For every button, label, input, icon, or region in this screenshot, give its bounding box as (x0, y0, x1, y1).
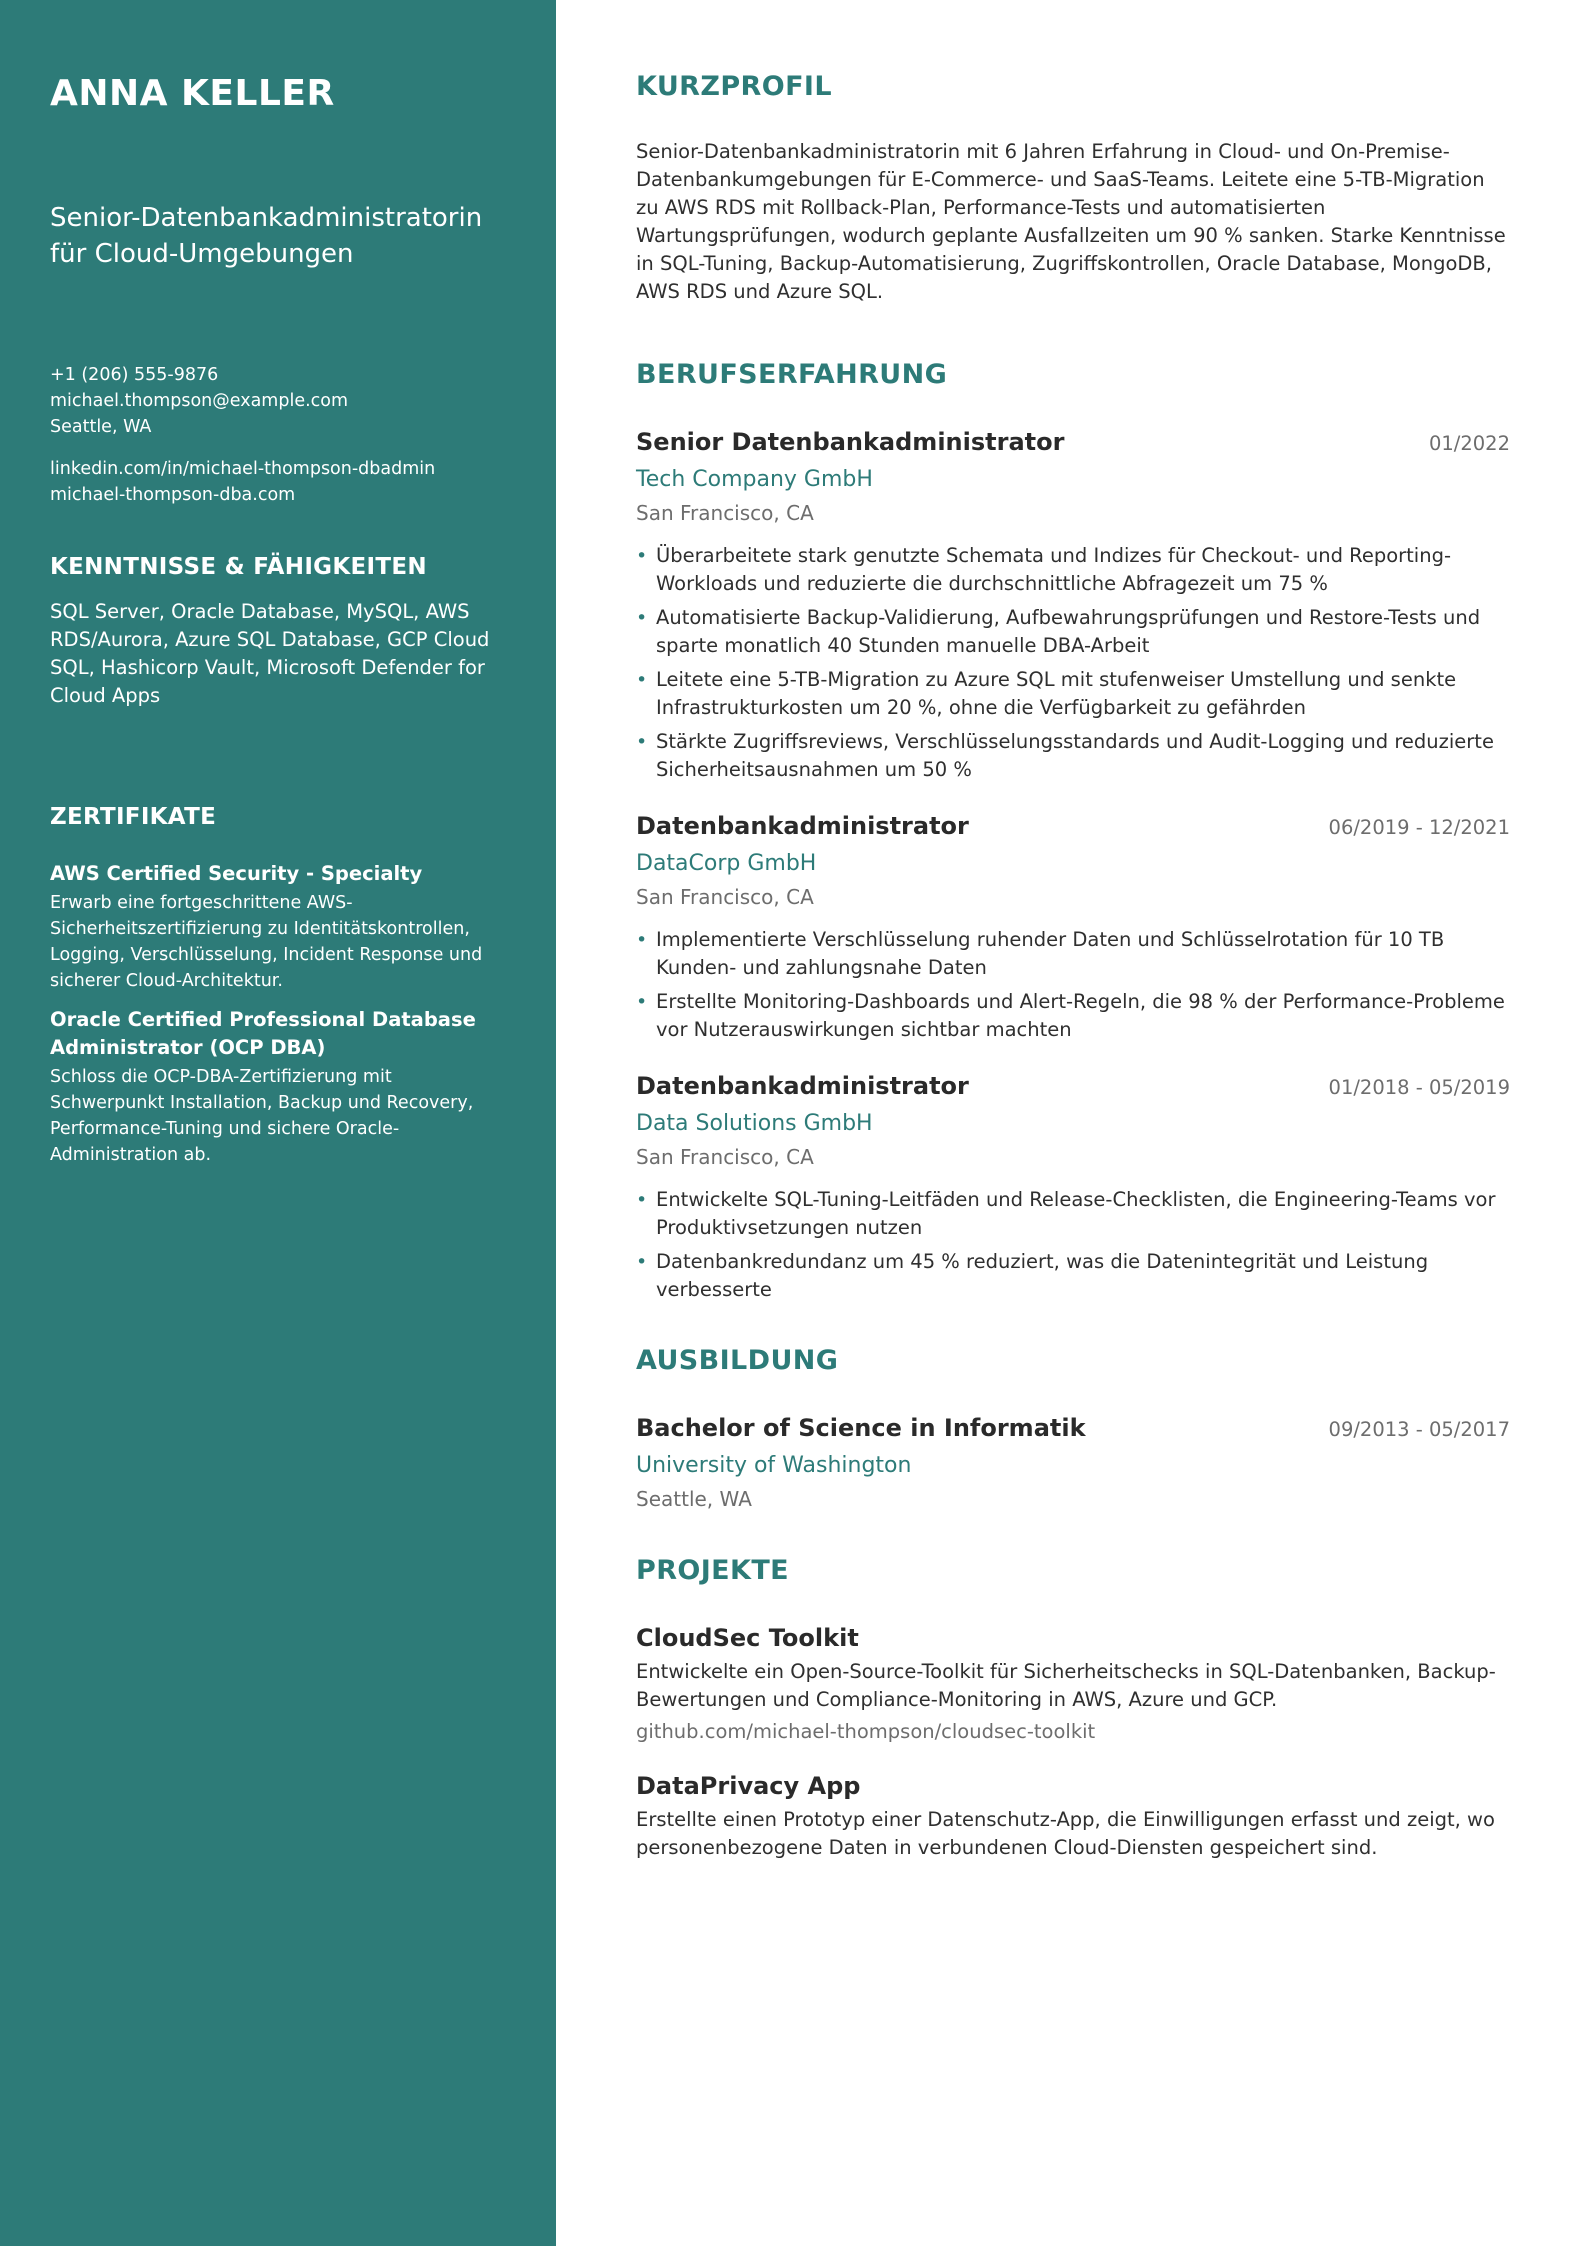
summary-heading: KURZPROFIL (636, 71, 832, 102)
job-date: 01/2018 - 05/2019 (1328, 1076, 1510, 1099)
contact-spacer (50, 440, 506, 456)
job-entry (636, 1070, 1510, 1304)
bullet-icon: • (636, 669, 648, 691)
job-bullets (636, 542, 1510, 784)
contact-phone: +1 (206) 555-9876 (50, 365, 219, 385)
bullet-icon: • (636, 1189, 648, 1211)
bullet-icon: • (636, 731, 648, 753)
project-item (636, 1622, 1510, 1746)
experience-section (636, 358, 1510, 1304)
bullet-icon: • (636, 607, 648, 629)
certificate-description: Schloss die OCP-DBA-Zertifizierung mit Schwerpunkt Installation, Backup und Recovery, Performance-Tuning und sichere Oracle-Administration ab. (50, 1067, 474, 1165)
job-header (636, 810, 1510, 844)
main-content (556, 0, 1588, 2246)
job-bullet (636, 1248, 1510, 1304)
job-title: Senior Datenbankadministrator (636, 428, 1065, 456)
project-description: Erstellte einen Prototyp einer Datenschutz-App, die Einwilligungen erfasst und zeigt, wo personenbezogene Daten in verbundenen Cloud-Diensten gespeichert sind. (636, 1808, 1495, 1859)
job-company: Data Solutions GmbH (636, 1111, 873, 1136)
education-entry (636, 1412, 1510, 1514)
job-bullet-text: Überarbeitete stark genutzte Schemata und Indizes für Checkout- und Reporting-Workloads und reduzierte die durchschnittliche Abfragezeit um 75 % (656, 544, 1451, 595)
job-header (636, 426, 1510, 460)
job-bullet-text: Implementierte Verschlüsselung ruhender Daten und Schlüsselrotation für 10 TB Kunden- und zahlungsnahe Daten (656, 928, 1445, 979)
project-title: CloudSec Toolkit (636, 1624, 859, 1652)
education-heading: AUSBILDUNG (636, 1345, 839, 1376)
contact-location: Seattle, WA (50, 417, 152, 437)
job-company: DataCorp GmbH (636, 851, 817, 876)
job-bullet (636, 542, 1510, 598)
job-bullet (636, 926, 1510, 982)
certificate-title: AWS Certified Security - Specialty (50, 862, 423, 885)
project-description: Entwickelte ein Open-Source-Toolkit für Sicherheitschecks in SQL-Datenbanken, Backup-Bewertungen und Compliance-Monitoring in AWS, Azure und GCP. (636, 1660, 1496, 1711)
job-entry (636, 810, 1510, 1044)
candidate-headline: Senior-Datenbankadministratorin für Cloud-Umgebungen (50, 203, 483, 269)
job-bullet-text: Entwickelte SQL-Tuning-Leitfäden und Release-Checklisten, die Engineering-Teams vor Produktivsetzungen nutzen (656, 1188, 1496, 1239)
school-location: Seattle, WA (636, 1487, 752, 1511)
certificate-title: Oracle Certified Professional Database Administrator (OCP DBA) (50, 1008, 476, 1059)
skills-heading: KENNTNISSE & FÄHIGKEITEN (50, 554, 427, 580)
degree-title: Bachelor of Science in Informatik (636, 1414, 1086, 1442)
project-title: DataPrivacy App (636, 1772, 861, 1800)
job-header (636, 1070, 1510, 1104)
job-title: Datenbankadministrator (636, 1072, 969, 1100)
job-bullet (636, 666, 1510, 722)
contact-website[interactable]: michael-thompson-dba.com (50, 485, 296, 505)
candidate-name: ANNA KELLER (50, 73, 335, 114)
projects-heading: PROJEKTE (636, 1555, 790, 1586)
job-bullet (636, 604, 1510, 660)
job-bullets (636, 1186, 1510, 1304)
job-entry (636, 426, 1510, 784)
job-bullet-text: Automatisierte Backup-Validierung, Aufbewahrungsprüfungen und Restore-Tests und sparte monatlich 40 Stunden manuelle DBA-Arbeit (656, 606, 1481, 657)
skills-list: SQL Server, Oracle Database, MySQL, AWS RDS/Aurora, Azure SQL Database, GCP Cloud SQL, Hashicorp Vault, Microsoft Defender for Cloud Apps (50, 600, 490, 707)
contact-block (50, 362, 506, 508)
certificate-item (50, 860, 506, 994)
certificate-description: Erwarb eine fortgeschrittene AWS-Sicherheitszertifizierung zu Identitätskontrollen, Logging, Verschlüsselung, Incident Response und sicherer Cloud-Architektur. (50, 893, 483, 991)
job-location: San Francisco, CA (636, 501, 814, 525)
job-title: Datenbankadministrator (636, 812, 969, 840)
job-date: 06/2019 - 12/2021 (1328, 816, 1510, 839)
bullet-icon: • (636, 929, 648, 951)
job-bullet (636, 728, 1510, 784)
sidebar (0, 0, 556, 2246)
certificate-item (50, 1006, 506, 1168)
bullet-icon: • (636, 1251, 648, 1273)
job-bullet (636, 1186, 1510, 1242)
school-name: University of Washington (636, 1453, 912, 1478)
job-bullets (636, 926, 1510, 1044)
experience-heading: BERUFSERFAHRUNG (636, 359, 948, 390)
job-date: 01/2022 (1428, 432, 1510, 455)
education-header (636, 1412, 1510, 1446)
job-bullet (636, 988, 1510, 1044)
contact-email[interactable]: michael.thompson@example.com (50, 391, 349, 411)
education-date: 09/2013 - 05/2017 (1328, 1418, 1510, 1441)
summary-text: Senior-Datenbankadministratorin mit 6 Jahren Erfahrung in Cloud- und On-Premise-Datenbankumgebungen für E-Commerce- und SaaS-Teams. Leitete eine 5-TB-Migration zu AWS RDS mit Rollback-Plan, Performance-Tests und automatisierten Wartungsprüfungen, wodurch geplante Ausfallzeiten um 90 % sanken. Starke Kenntnisse in SQL-Tuning, Backup-Automatisierung, Zugriffskontrollen, Oracle Database, MongoDB, AWS RDS und Azure SQL. (636, 140, 1506, 303)
education-section (636, 1344, 1510, 1514)
job-bullet-text: Datenbankredundanz um 45 % reduziert, was die Datenintegrität und Leistung verbesserte (656, 1250, 1429, 1301)
job-location: San Francisco, CA (636, 1145, 814, 1169)
bullet-icon: • (636, 991, 648, 1013)
job-bullet-text: Stärkte Zugriffsreviews, Verschlüsselungsstandards und Audit-Logging und reduzierte Sicherheitsausnahmen um 50 % (656, 730, 1494, 781)
bullet-icon: • (636, 545, 648, 567)
projects-section (636, 1554, 1510, 1862)
job-location: San Francisco, CA (636, 885, 814, 909)
project-link[interactable]: github.com/michael-thompson/cloudsec-toolkit (636, 1720, 1096, 1743)
certificates-heading: ZERTIFIKATE (50, 804, 217, 830)
project-item (636, 1770, 1510, 1862)
job-bullet-text: Erstellte Monitoring-Dashboards und Alert-Regeln, die 98 % der Performance-Probleme vor Nutzerauswirkungen sichtbar machten (656, 990, 1505, 1041)
contact-linkedin[interactable]: linkedin.com/in/michael-thompson-dbadmin (50, 459, 436, 479)
job-company: Tech Company GmbH (636, 467, 873, 492)
job-bullet-text: Leitete eine 5-TB-Migration zu Azure SQL mit stufenweiser Umstellung und senkte Infrastrukturkosten um 20 %, ohne die Verfügbarkeit zu gefährden (656, 668, 1457, 719)
